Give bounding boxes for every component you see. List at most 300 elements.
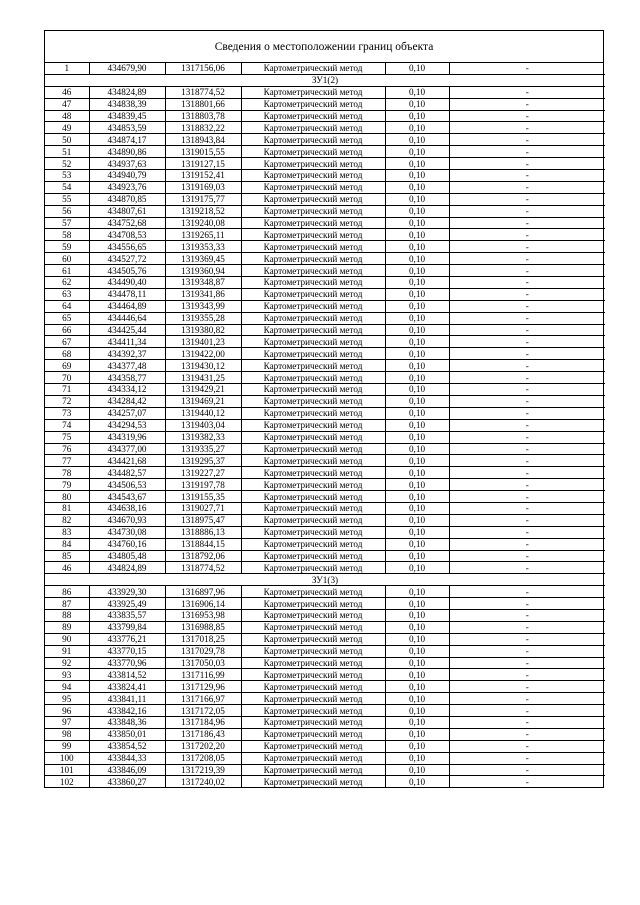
table-row	[45, 455, 605, 467]
table-row	[45, 312, 605, 324]
table-row	[45, 538, 605, 550]
note-cell: -	[449, 586, 605, 598]
y-coordinate-cell: 1317129,96	[165, 681, 241, 693]
x-coordinate-cell: 433776,21	[89, 633, 165, 645]
note-cell: -	[449, 205, 605, 217]
note-cell: -	[449, 63, 605, 74]
note-cell: -	[449, 110, 605, 122]
table-row	[45, 241, 605, 253]
y-coordinate-cell: 1318792,06	[165, 550, 241, 562]
note-cell: -	[449, 538, 605, 550]
y-coordinate-cell: 1317050,03	[165, 657, 241, 669]
point-number-cell: 47	[45, 98, 89, 110]
y-coordinate-cell: 1319175,77	[165, 193, 241, 205]
note-cell: -	[449, 288, 605, 300]
accuracy-cell: 0,10	[385, 241, 449, 253]
point-number-cell: 97	[45, 716, 89, 728]
section-row	[45, 74, 605, 86]
table-title: Сведения о местоположении границ объекта	[45, 31, 603, 63]
table-row	[45, 324, 605, 336]
accuracy-cell: 0,10	[385, 609, 449, 621]
note-cell: -	[449, 384, 605, 396]
method-cell: Картометрический метод	[241, 288, 385, 300]
point-number-cell: 70	[45, 372, 89, 384]
y-coordinate-cell: 1319335,27	[165, 443, 241, 455]
method-cell: Картометрический метод	[241, 217, 385, 229]
point-number-cell: 83	[45, 526, 89, 538]
accuracy-cell: 0,10	[385, 621, 449, 633]
accuracy-cell: 0,10	[385, 586, 449, 598]
accuracy-cell: 0,10	[385, 598, 449, 610]
table-row	[45, 372, 605, 384]
x-coordinate-cell: 434870,85	[89, 193, 165, 205]
x-coordinate-cell: 434478,11	[89, 288, 165, 300]
table-row	[45, 300, 605, 312]
x-coordinate-cell: 434294,53	[89, 419, 165, 431]
note-cell: -	[449, 705, 605, 717]
x-coordinate-cell: 434358,77	[89, 372, 165, 384]
y-coordinate-cell: 1319240,08	[165, 217, 241, 229]
table-row	[45, 562, 605, 574]
point-number-cell: 52	[45, 158, 89, 170]
method-cell: Картометрический метод	[241, 372, 385, 384]
x-coordinate-cell: 434257,07	[89, 407, 165, 419]
method-cell: Картометрический метод	[241, 633, 385, 645]
x-coordinate-cell: 434425,44	[89, 324, 165, 336]
x-coordinate-cell: 434464,89	[89, 300, 165, 312]
y-coordinate-cell: 1319341,86	[165, 288, 241, 300]
note-cell: -	[449, 491, 605, 503]
point-number-cell: 46	[45, 562, 89, 574]
y-coordinate-cell: 1317208,05	[165, 752, 241, 764]
note-cell: -	[449, 609, 605, 621]
x-coordinate-cell: 434556,65	[89, 241, 165, 253]
point-number-cell: 49	[45, 122, 89, 134]
y-coordinate-cell: 1318844,15	[165, 538, 241, 550]
accuracy-cell: 0,10	[385, 360, 449, 372]
y-coordinate-cell: 1318774,52	[165, 562, 241, 574]
point-number-cell: 65	[45, 312, 89, 324]
table-row	[45, 336, 605, 348]
note-cell: -	[449, 550, 605, 562]
x-coordinate-cell: 434839,45	[89, 110, 165, 122]
y-coordinate-cell: 1319369,45	[165, 253, 241, 265]
y-coordinate-cell: 1319382,33	[165, 431, 241, 443]
note-cell: -	[449, 514, 605, 526]
table-row	[45, 502, 605, 514]
point-number-cell: 100	[45, 752, 89, 764]
point-number-cell: 55	[45, 193, 89, 205]
x-coordinate-cell: 434890,86	[89, 146, 165, 158]
note-cell: -	[449, 372, 605, 384]
y-coordinate-cell: 1317116,99	[165, 669, 241, 681]
table-row	[45, 633, 605, 645]
y-coordinate-cell: 1317219,39	[165, 764, 241, 776]
method-cell: Картометрический метод	[241, 538, 385, 550]
table-row	[45, 384, 605, 396]
y-coordinate-cell: 1319155,35	[165, 491, 241, 503]
method-cell: Картометрический метод	[241, 407, 385, 419]
y-coordinate-cell: 1319353,33	[165, 241, 241, 253]
method-cell: Картометрический метод	[241, 586, 385, 598]
y-coordinate-cell: 1318943,84	[165, 134, 241, 146]
accuracy-cell: 0,10	[385, 122, 449, 134]
accuracy-cell: 0,10	[385, 158, 449, 170]
x-coordinate-cell: 433850,01	[89, 728, 165, 740]
note-cell: -	[449, 407, 605, 419]
y-coordinate-cell: 1319197,78	[165, 479, 241, 491]
x-coordinate-cell: 434392,37	[89, 348, 165, 360]
y-coordinate-cell: 1319348,87	[165, 277, 241, 289]
note-cell: -	[449, 134, 605, 146]
x-coordinate-cell: 434824,89	[89, 86, 165, 98]
table-row	[45, 110, 605, 122]
method-cell: Картометрический метод	[241, 300, 385, 312]
method-cell: Картометрический метод	[241, 98, 385, 110]
x-coordinate-cell: 433925,49	[89, 598, 165, 610]
method-cell: Картометрический метод	[241, 205, 385, 217]
point-number-cell: 94	[45, 681, 89, 693]
accuracy-cell: 0,10	[385, 265, 449, 277]
x-coordinate-cell: 434377,00	[89, 443, 165, 455]
table-row	[45, 586, 605, 598]
note-cell: -	[449, 86, 605, 98]
accuracy-cell: 0,10	[385, 657, 449, 669]
table-row	[45, 681, 605, 693]
accuracy-cell: 0,10	[385, 776, 449, 787]
method-cell: Картометрический метод	[241, 681, 385, 693]
table-row	[45, 217, 605, 229]
point-number-cell: 50	[45, 134, 89, 146]
y-coordinate-cell: 1318803,78	[165, 110, 241, 122]
point-number-cell: 62	[45, 277, 89, 289]
accuracy-cell: 0,10	[385, 407, 449, 419]
x-coordinate-cell: 434807,61	[89, 205, 165, 217]
y-coordinate-cell: 1319380,82	[165, 324, 241, 336]
accuracy-cell: 0,10	[385, 514, 449, 526]
note-cell: -	[449, 526, 605, 538]
x-coordinate-cell: 434421,68	[89, 455, 165, 467]
y-coordinate-cell: 1319360,94	[165, 265, 241, 277]
x-coordinate-cell: 434838,39	[89, 98, 165, 110]
accuracy-cell: 0,10	[385, 491, 449, 503]
table-row	[45, 526, 605, 538]
accuracy-cell: 0,10	[385, 229, 449, 241]
note-cell: -	[449, 764, 605, 776]
point-number-cell: 99	[45, 740, 89, 752]
method-cell: Картометрический метод	[241, 122, 385, 134]
point-number-cell: 71	[45, 384, 89, 396]
accuracy-cell: 0,10	[385, 443, 449, 455]
table-row	[45, 609, 605, 621]
method-cell: Картометрический метод	[241, 158, 385, 170]
note-cell: -	[449, 681, 605, 693]
x-coordinate-cell: 433770,96	[89, 657, 165, 669]
y-coordinate-cell: 1319265,11	[165, 229, 241, 241]
method-cell: Картометрический метод	[241, 419, 385, 431]
x-coordinate-cell: 434505,76	[89, 265, 165, 277]
method-cell: Картометрический метод	[241, 193, 385, 205]
x-coordinate-cell: 433848,36	[89, 716, 165, 728]
table-body	[45, 63, 605, 787]
table-row	[45, 467, 605, 479]
note-cell: -	[449, 669, 605, 681]
point-number-cell: 48	[45, 110, 89, 122]
method-cell: Картометрический метод	[241, 181, 385, 193]
note-cell: -	[449, 728, 605, 740]
point-number-cell: 68	[45, 348, 89, 360]
y-coordinate-cell: 1319343,99	[165, 300, 241, 312]
x-coordinate-cell: 434874,17	[89, 134, 165, 146]
note-cell: -	[449, 253, 605, 265]
x-coordinate-cell: 434708,53	[89, 229, 165, 241]
note-cell: -	[449, 455, 605, 467]
y-coordinate-cell: 1319295,37	[165, 455, 241, 467]
y-coordinate-cell: 1319015,55	[165, 146, 241, 158]
table-row	[45, 431, 605, 443]
accuracy-cell: 0,10	[385, 372, 449, 384]
x-coordinate-cell: 434377,48	[89, 360, 165, 372]
table-row	[45, 360, 605, 372]
accuracy-cell: 0,10	[385, 752, 449, 764]
x-coordinate-cell: 434506,53	[89, 479, 165, 491]
table-row	[45, 205, 605, 217]
method-cell: Картометрический метод	[241, 693, 385, 705]
x-coordinate-cell: 434527,72	[89, 253, 165, 265]
section-label: ЗУ1(3)	[45, 574, 605, 586]
y-coordinate-cell: 1319218,52	[165, 205, 241, 217]
note-cell: -	[449, 348, 605, 360]
table-row	[45, 716, 605, 728]
x-coordinate-cell: 433846,09	[89, 764, 165, 776]
point-number-cell: 79	[45, 479, 89, 491]
note-cell: -	[449, 360, 605, 372]
method-cell: Картометрический метод	[241, 395, 385, 407]
table-row	[45, 98, 605, 110]
y-coordinate-cell: 1317172,05	[165, 705, 241, 717]
note-cell: -	[449, 776, 605, 787]
y-coordinate-cell: 1317240,02	[165, 776, 241, 787]
x-coordinate-cell: 433860,27	[89, 776, 165, 787]
point-number-cell: 53	[45, 170, 89, 182]
y-coordinate-cell: 1319429,21	[165, 384, 241, 396]
point-number-cell: 75	[45, 431, 89, 443]
point-number-cell: 82	[45, 514, 89, 526]
accuracy-cell: 0,10	[385, 502, 449, 514]
y-coordinate-cell: 1319440,12	[165, 407, 241, 419]
table-row	[45, 728, 605, 740]
y-coordinate-cell: 1316897,96	[165, 586, 241, 598]
accuracy-cell: 0,10	[385, 716, 449, 728]
point-number-cell: 66	[45, 324, 89, 336]
note-cell: -	[449, 158, 605, 170]
y-coordinate-cell: 1317166,97	[165, 693, 241, 705]
note-cell: -	[449, 265, 605, 277]
note-cell: -	[449, 336, 605, 348]
note-cell: -	[449, 312, 605, 324]
y-coordinate-cell: 1319403,04	[165, 419, 241, 431]
accuracy-cell: 0,10	[385, 419, 449, 431]
point-number-cell: 85	[45, 550, 89, 562]
x-coordinate-cell: 434679,90	[89, 63, 165, 74]
note-cell: -	[449, 740, 605, 752]
point-number-cell: 90	[45, 633, 89, 645]
x-coordinate-cell: 434730,08	[89, 526, 165, 538]
table-row	[45, 193, 605, 205]
x-coordinate-cell: 434760,16	[89, 538, 165, 550]
accuracy-cell: 0,10	[385, 348, 449, 360]
accuracy-cell: 0,10	[385, 277, 449, 289]
method-cell: Картометрический метод	[241, 384, 385, 396]
method-cell: Картометрический метод	[241, 336, 385, 348]
method-cell: Картометрический метод	[241, 562, 385, 574]
table-row	[45, 181, 605, 193]
method-cell: Картометрический метод	[241, 657, 385, 669]
x-coordinate-cell: 433824,41	[89, 681, 165, 693]
y-coordinate-cell: 1318886,13	[165, 526, 241, 538]
table-row	[45, 550, 605, 562]
note-cell: -	[449, 645, 605, 657]
x-coordinate-cell: 434752,68	[89, 217, 165, 229]
point-number-cell: 58	[45, 229, 89, 241]
method-cell: Картометрический метод	[241, 740, 385, 752]
x-coordinate-cell: 433841,11	[89, 693, 165, 705]
y-coordinate-cell: 1319431,25	[165, 372, 241, 384]
method-cell: Картометрический метод	[241, 716, 385, 728]
point-number-cell: 69	[45, 360, 89, 372]
table-row	[45, 621, 605, 633]
method-cell: Картометрический метод	[241, 277, 385, 289]
accuracy-cell: 0,10	[385, 550, 449, 562]
note-cell: -	[449, 300, 605, 312]
y-coordinate-cell: 1319152,41	[165, 170, 241, 182]
y-coordinate-cell: 1317156,06	[165, 63, 241, 74]
note-cell: -	[449, 562, 605, 574]
point-number-cell: 72	[45, 395, 89, 407]
x-coordinate-cell: 433814,52	[89, 669, 165, 681]
point-number-cell: 87	[45, 598, 89, 610]
accuracy-cell: 0,10	[385, 300, 449, 312]
table-row	[45, 288, 605, 300]
x-coordinate-cell: 434824,89	[89, 562, 165, 574]
point-number-cell: 73	[45, 407, 89, 419]
accuracy-cell: 0,10	[385, 98, 449, 110]
accuracy-cell: 0,10	[385, 205, 449, 217]
table-row	[45, 265, 605, 277]
method-cell: Картометрический метод	[241, 312, 385, 324]
table-row	[45, 419, 605, 431]
table-row	[45, 86, 605, 98]
point-number-cell: 101	[45, 764, 89, 776]
y-coordinate-cell: 1319127,15	[165, 158, 241, 170]
table-row	[45, 134, 605, 146]
x-coordinate-cell: 434937,63	[89, 158, 165, 170]
method-cell: Картометрический метод	[241, 514, 385, 526]
point-number-cell: 57	[45, 217, 89, 229]
method-cell: Картометрический метод	[241, 752, 385, 764]
y-coordinate-cell: 1316906,14	[165, 598, 241, 610]
point-number-cell: 64	[45, 300, 89, 312]
y-coordinate-cell: 1317018,25	[165, 633, 241, 645]
section-row	[45, 574, 605, 586]
table-row	[45, 764, 605, 776]
table-row	[45, 253, 605, 265]
note-cell: -	[449, 277, 605, 289]
method-cell: Картометрический метод	[241, 728, 385, 740]
table-row	[45, 479, 605, 491]
method-cell: Картометрический метод	[241, 431, 385, 443]
note-cell: -	[449, 479, 605, 491]
point-number-cell: 67	[45, 336, 89, 348]
y-coordinate-cell: 1318774,52	[165, 86, 241, 98]
point-number-cell: 86	[45, 586, 89, 598]
x-coordinate-cell: 433844,33	[89, 752, 165, 764]
point-number-cell: 63	[45, 288, 89, 300]
note-cell: -	[449, 217, 605, 229]
point-number-cell: 61	[45, 265, 89, 277]
table-row	[45, 277, 605, 289]
table-row	[45, 491, 605, 503]
x-coordinate-cell: 434482,57	[89, 467, 165, 479]
table-row	[45, 395, 605, 407]
point-number-cell: 74	[45, 419, 89, 431]
point-number-cell: 46	[45, 86, 89, 98]
method-cell: Картометрический метод	[241, 348, 385, 360]
accuracy-cell: 0,10	[385, 526, 449, 538]
point-number-cell: 56	[45, 205, 89, 217]
accuracy-cell: 0,10	[385, 645, 449, 657]
table-row	[45, 693, 605, 705]
note-cell: -	[449, 146, 605, 158]
method-cell: Картометрический метод	[241, 360, 385, 372]
coordinates-table	[45, 63, 605, 787]
method-cell: Картометрический метод	[241, 455, 385, 467]
accuracy-cell: 0,10	[385, 217, 449, 229]
method-cell: Картометрический метод	[241, 253, 385, 265]
accuracy-cell: 0,10	[385, 705, 449, 717]
y-coordinate-cell: 1319401,23	[165, 336, 241, 348]
point-number-cell: 54	[45, 181, 89, 193]
y-coordinate-cell: 1319169,03	[165, 181, 241, 193]
method-cell: Картометрический метод	[241, 609, 385, 621]
point-number-cell: 92	[45, 657, 89, 669]
y-coordinate-cell: 1317202,20	[165, 740, 241, 752]
method-cell: Картометрический метод	[241, 134, 385, 146]
x-coordinate-cell: 434805,48	[89, 550, 165, 562]
y-coordinate-cell: 1319227,27	[165, 467, 241, 479]
point-number-cell: 1	[45, 63, 89, 74]
method-cell: Картометрический метод	[241, 491, 385, 503]
accuracy-cell: 0,10	[385, 562, 449, 574]
x-coordinate-cell: 434319,96	[89, 431, 165, 443]
table-row	[45, 146, 605, 158]
method-cell: Картометрический метод	[241, 443, 385, 455]
y-coordinate-cell: 1317184,96	[165, 716, 241, 728]
x-coordinate-cell: 433854,52	[89, 740, 165, 752]
note-cell: -	[449, 598, 605, 610]
note-cell: -	[449, 395, 605, 407]
method-cell: Картометрический метод	[241, 526, 385, 538]
method-cell: Картометрический метод	[241, 265, 385, 277]
point-number-cell: 91	[45, 645, 89, 657]
accuracy-cell: 0,10	[385, 538, 449, 550]
accuracy-cell: 0,10	[385, 193, 449, 205]
note-cell: -	[449, 419, 605, 431]
method-cell: Картометрический метод	[241, 645, 385, 657]
point-number-cell: 95	[45, 693, 89, 705]
method-cell: Картометрический метод	[241, 621, 385, 633]
note-cell: -	[449, 633, 605, 645]
